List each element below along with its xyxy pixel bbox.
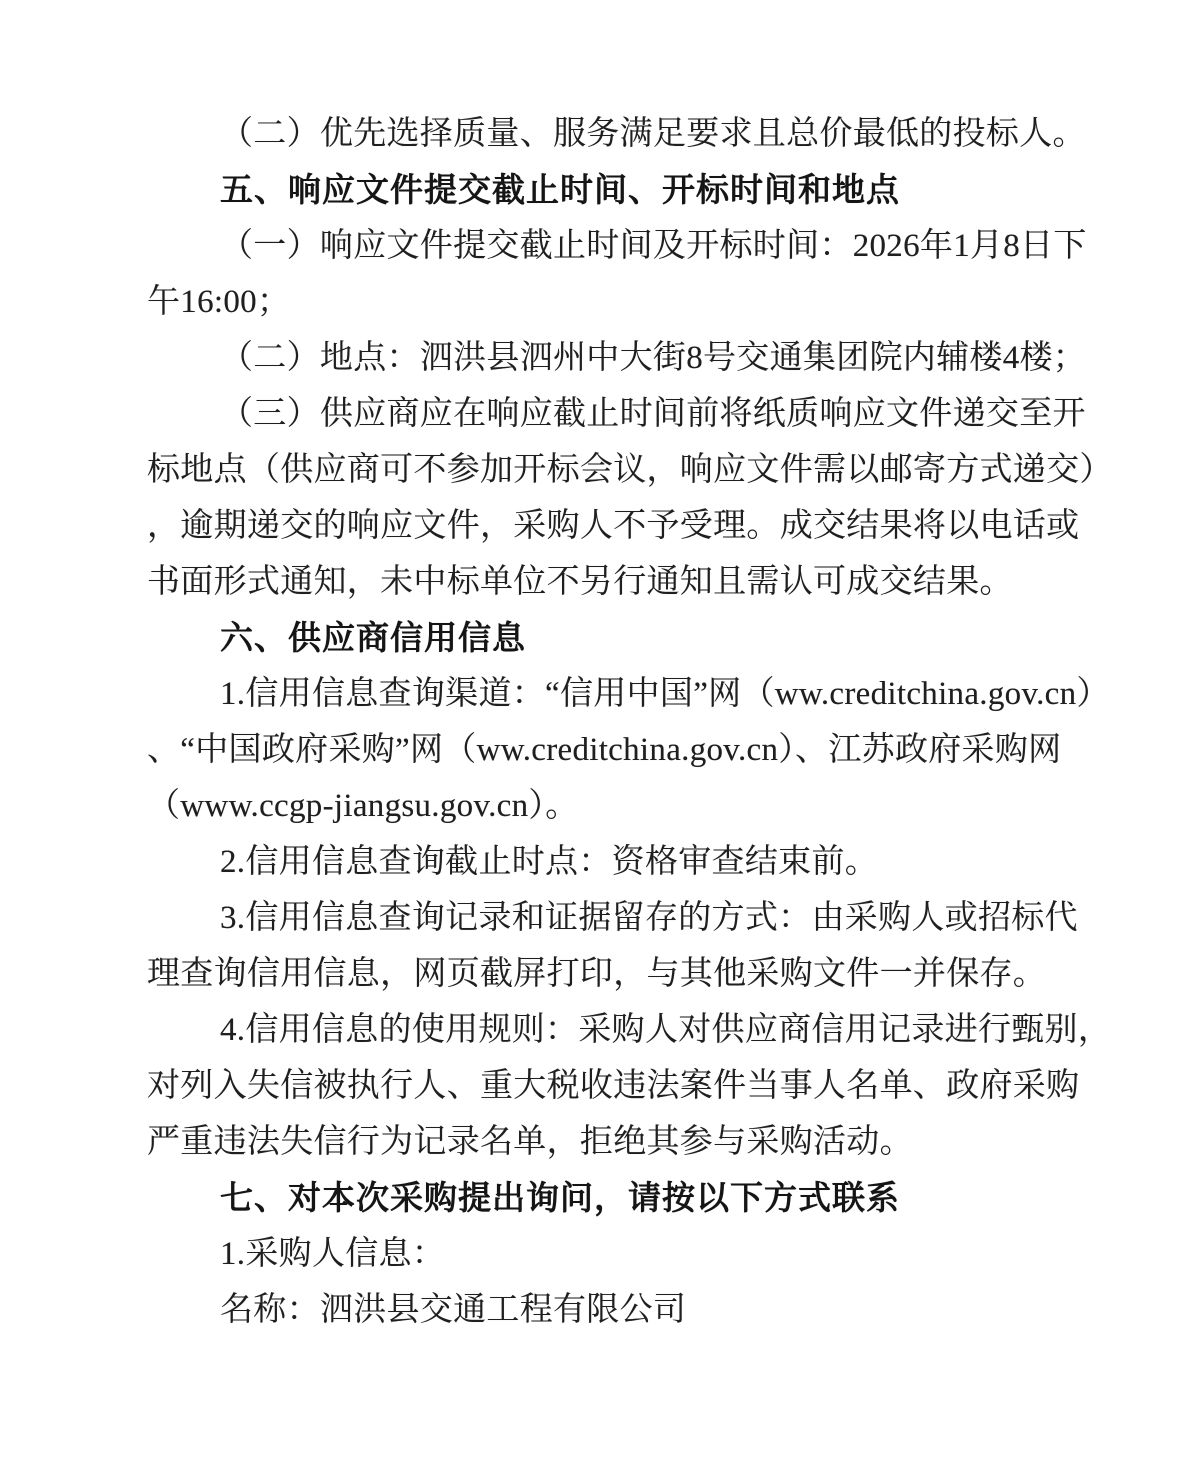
paragraph-line: 严重违法失信行为记录名单，拒绝其参与采购活动。: [147, 1124, 913, 1160]
document-body: [147, 106, 1113, 1338]
paragraph-line: 3.信用信息查询记录和证据留存的方式：由采购人或招标代: [220, 900, 1078, 936]
paragraph-line: （一）响应文件提交截止时间及开标时间：2026年1月8日下: [220, 228, 1087, 264]
paragraph-line: （二）地点：泗洪县泗州中大街8号交通集团院内辅楼4楼；: [220, 340, 1087, 376]
paragraph-line: 书面形式通知，未中标单位不另行通知且需认可成交结果。: [147, 564, 1013, 600]
paragraph-line: （www.ccgp-jiangsu.gov.cn）。: [147, 788, 579, 824]
paragraph-line: ，逾期递交的响应文件，采购人不予受理。成交结果将以电话或: [147, 508, 1080, 544]
paragraph-line: 1.采购人信息：: [220, 1236, 446, 1272]
section-heading-5: 五、响应文件提交截止时间、开标时间和地点: [220, 171, 900, 208]
paragraph-line: 4.信用信息的使用规则：采购人对供应商信用记录进行甄别，: [220, 1012, 1112, 1048]
paragraph-line: 、“中国政府采购”网（ww.creditchina.gov.cn）、江苏政府采购网: [147, 732, 1062, 768]
paragraph-line: （三）供应商应在响应截止时间前将纸质响应文件递交至开: [220, 396, 1086, 432]
paragraph-line: 对列入失信被执行人、重大税收违法案件当事人名单、政府采购: [147, 1068, 1080, 1104]
paragraph-line: 1.信用信息查询渠道：“信用中国”网（ww.creditchina.gov.cn）: [220, 676, 1110, 712]
section-heading-7: 七、对本次采购提出询问，请按以下方式联系: [220, 1179, 900, 1216]
paragraph-line: 名称：泗洪县交通工程有限公司: [220, 1292, 687, 1328]
paragraph-line: 2.信用信息查询截止时点：资格审查结束前。: [220, 844, 879, 880]
paragraph-line: （二）优先选择质量、服务满足要求且总价最低的投标人。: [220, 116, 1086, 152]
paragraph-line: 标地点（供应商可不参加开标会议，响应文件需以邮寄方式递交）: [147, 452, 1113, 488]
paragraph-line: 午16:00；: [147, 284, 291, 320]
paragraph-line: 理查询信用信息，网页截屏打印，与其他采购文件一并保存。: [147, 956, 1047, 992]
section-heading-6: 六、供应商信用信息: [220, 619, 526, 656]
